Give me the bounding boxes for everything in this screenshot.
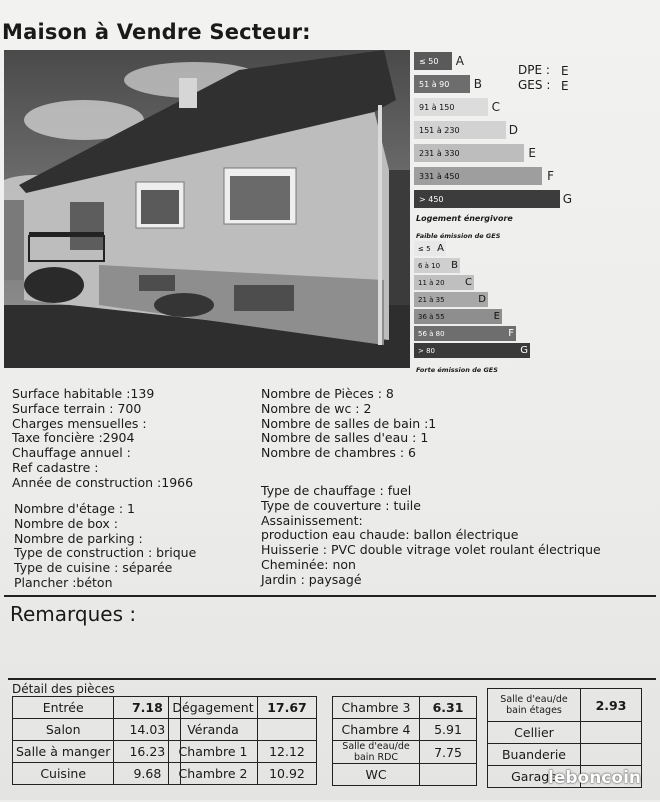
table-row xyxy=(333,741,477,764)
room-area xyxy=(581,722,642,744)
room-name: Chambre 4 xyxy=(333,719,420,741)
dpe-class-letter: D xyxy=(508,123,518,137)
room-area: 5.91 xyxy=(420,719,477,741)
dpe-class-letter: C xyxy=(491,100,500,114)
feature-line: Plancher :béton xyxy=(14,575,113,590)
room-area xyxy=(581,744,642,766)
table-row xyxy=(169,763,317,785)
feature-line: Nombre de chambres : 6 xyxy=(261,445,416,461)
room-area: 7.18 xyxy=(114,697,181,719)
feature-line: Surface terrain : 700 xyxy=(12,400,142,416)
feature-line: Huisserie : PVC double vitrage volet roulant électrique xyxy=(261,542,601,558)
page-title: Maison à Vendre Secteur: xyxy=(2,20,311,44)
dpe-class-range: ≤ 50 xyxy=(419,56,439,66)
dpe-class-bar xyxy=(414,52,464,70)
room-name: Salle à manger xyxy=(13,741,114,763)
dpe-class-bar xyxy=(414,121,518,139)
feature-line: Taxe foncière :2904 xyxy=(12,430,135,446)
ges-class-bar xyxy=(414,326,516,341)
room-name: Entrée xyxy=(13,697,114,719)
room-name: Chambre 1 xyxy=(169,741,258,763)
dpe-class-range: 151 à 230 xyxy=(419,125,460,135)
ges-class-bar xyxy=(414,275,474,290)
watermark: leboncoin xyxy=(548,768,641,788)
dpe-value: E xyxy=(561,64,569,78)
ges-class-range: 56 à 80 xyxy=(418,329,445,338)
dpe-label: DPE : xyxy=(518,63,550,77)
table-row xyxy=(488,689,642,722)
ges-class-letter: E xyxy=(493,311,500,322)
feature-line: Type de construction : brique xyxy=(14,545,197,561)
ges-class-bar xyxy=(414,292,488,307)
room-area: 17.67 xyxy=(258,697,317,719)
table-row xyxy=(488,744,642,766)
house-photo xyxy=(4,50,410,368)
room-name: Chambre 2 xyxy=(169,763,258,785)
ges-class-letter: D xyxy=(478,294,486,305)
table-row xyxy=(13,697,181,719)
room-name: Véranda xyxy=(169,719,258,741)
room-name: Cellier xyxy=(488,722,581,744)
room-name: Salle d'eau/de bain RDC xyxy=(333,741,420,764)
room-name: Garage xyxy=(488,766,581,788)
feature-line: Nombre de salles d'eau : 1 xyxy=(261,430,429,446)
room-name: Chambre 3 xyxy=(333,697,420,719)
dpe-class-letter: F xyxy=(547,169,554,183)
ges-class-range: 36 à 55 xyxy=(418,312,445,321)
ges-class-range: > 80 xyxy=(418,346,435,355)
feature-line: Jardin : paysagé xyxy=(261,571,362,587)
ges-class-letter: G xyxy=(520,345,528,356)
table-row xyxy=(13,719,181,741)
room-area: 9.68 xyxy=(114,763,181,785)
remarques-heading: Remarques : xyxy=(10,602,137,626)
dpe-class-bar xyxy=(414,144,536,162)
table-row xyxy=(333,719,477,741)
rooms-table xyxy=(332,696,477,786)
room-area: 14.03 xyxy=(114,719,181,741)
ges-class-letter: C xyxy=(465,277,472,288)
table-row xyxy=(333,697,477,719)
dpe-class-letter: B xyxy=(473,77,482,91)
dpe-class-range: > 450 xyxy=(419,194,444,204)
room-area: 10.92 xyxy=(258,763,317,785)
feature-line: Chauffage annuel : xyxy=(12,445,131,461)
room-name: Salle d'eau/de bain étages xyxy=(488,689,581,722)
room-name: Cuisine xyxy=(13,763,114,785)
feature-line: Ref cadastre : xyxy=(12,460,99,475)
dpe-class-letter: A xyxy=(455,54,464,68)
ges-class-range: 21 à 35 xyxy=(418,295,445,304)
room-area xyxy=(258,719,317,741)
rooms-table xyxy=(168,696,317,785)
table-row xyxy=(169,719,317,741)
feature-line: production eau chaude: ballon électrique xyxy=(261,527,519,543)
feature-line: Surface habitable :139 xyxy=(12,386,155,401)
room-area: 12.12 xyxy=(258,741,317,763)
ges-label: GES : xyxy=(518,78,551,92)
ges-class-range: ≤ 5 xyxy=(418,244,431,253)
ges-value: E xyxy=(561,79,569,93)
detail-title: Détail des pièces xyxy=(12,682,115,696)
room-area xyxy=(420,764,477,786)
room-area: 7.75 xyxy=(420,741,477,764)
feature-line: Type de couverture : tuile xyxy=(261,497,421,513)
room-name: Dégagement xyxy=(169,697,258,719)
ges-class-bar xyxy=(414,309,502,324)
ges-class-range: 11 à 20 xyxy=(418,278,445,287)
room-area: 6.31 xyxy=(420,697,477,719)
ges-bottom-caption: Forte émission de GES xyxy=(416,366,498,374)
feature-line: Année de construction :1966 xyxy=(12,474,194,490)
dpe-class-bar xyxy=(414,167,554,185)
feature-line: Nombre de salles de bain :1 xyxy=(261,415,437,431)
room-name: Salon xyxy=(13,719,114,741)
ges-class-bar xyxy=(414,343,530,358)
divider xyxy=(4,595,656,597)
table-row xyxy=(169,697,317,719)
ges-class-range: 6 à 10 xyxy=(418,261,441,270)
feature-line: Charges mensuelles : xyxy=(12,415,147,431)
dpe-class-bar xyxy=(414,190,572,208)
feature-line: Nombre de Pièces : 8 xyxy=(261,386,394,401)
feature-line: Type de chauffage : fuel xyxy=(261,483,412,498)
ges-top-caption: Faible émission de GES xyxy=(416,232,501,240)
ges-class-bar xyxy=(414,258,460,273)
dpe-class-range: 231 à 330 xyxy=(419,148,460,158)
dpe-class-letter: G xyxy=(562,192,572,206)
feature-line: Cheminée: non xyxy=(261,557,356,572)
table-row xyxy=(13,741,181,763)
feature-line: Nombre de box : xyxy=(14,515,119,531)
ges-class-letter: F xyxy=(508,328,514,339)
feature-line: Nombre de parking : xyxy=(14,530,143,546)
dpe-class-bar xyxy=(414,75,482,93)
ges-class-bar xyxy=(414,241,446,256)
dpe-class-letter: E xyxy=(528,146,536,160)
room-name: Buanderie xyxy=(488,744,581,766)
rooms-table xyxy=(12,696,181,785)
feature-line: Type de cuisine : séparée xyxy=(14,560,173,576)
table-row xyxy=(333,764,477,786)
dpe-top-caption: Logement énergivore xyxy=(416,214,513,223)
ges-class-letter: B xyxy=(451,260,458,271)
feature-line: Nombre de wc : 2 xyxy=(261,400,372,416)
room-area: 16.23 xyxy=(114,741,181,763)
feature-line: Nombre d'étage : 1 xyxy=(14,501,135,516)
dpe-class-range: 51 à 90 xyxy=(419,79,450,89)
room-name: WC xyxy=(333,764,420,786)
room-area: 2.93 xyxy=(581,689,642,722)
dpe-class-range: 91 à 150 xyxy=(419,102,455,112)
feature-line: Assainissement: xyxy=(261,512,363,528)
table-row xyxy=(169,741,317,763)
ges-class-letter: A xyxy=(437,243,444,254)
table-row xyxy=(488,722,642,744)
table-row xyxy=(13,763,181,785)
dpe-class-bar xyxy=(414,98,500,116)
dpe-class-range: 331 à 450 xyxy=(419,171,460,181)
